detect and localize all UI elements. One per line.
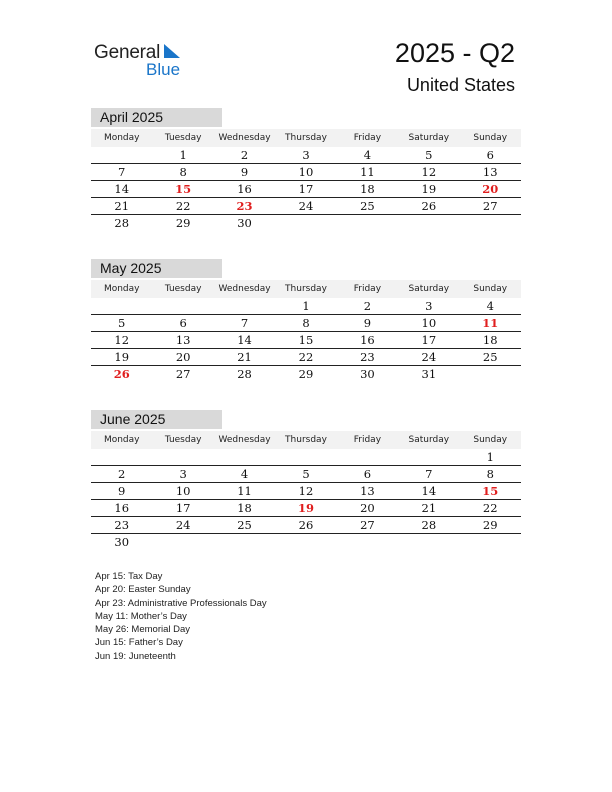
month-grid [91, 449, 521, 550]
holiday-note: May 26: Memorial Day [95, 624, 191, 636]
day-cell: 6 [363, 467, 372, 481]
day-cell: 7 [118, 165, 126, 179]
day-cell: 24 [421, 350, 437, 364]
brand-blue-text: Blue [146, 60, 181, 79]
holiday-day-cell: 11 [482, 316, 499, 330]
day-cell: 13 [175, 333, 191, 347]
day-cell: 17 [298, 182, 314, 196]
day-cell: 1 [486, 450, 494, 464]
day-cell: 18 [482, 333, 498, 347]
day-cell: 8 [179, 165, 187, 179]
day-cell: 30 [237, 216, 252, 230]
day-cell: 7 [425, 467, 433, 481]
day-cell: 13 [360, 484, 375, 498]
week-row [91, 349, 521, 366]
day-cell: 3 [302, 148, 310, 162]
holiday-day-cell: 26 [113, 367, 130, 381]
holiday-day-cell: 19 [297, 501, 314, 515]
day-cell: 1 [179, 148, 187, 162]
day-cell: 10 [421, 316, 437, 330]
holiday-day-cell: 20 [482, 182, 499, 196]
day-cell: 4 [363, 148, 372, 162]
country-label: United States [406, 75, 515, 95]
day-cell: 26 [421, 199, 437, 213]
day-cell: 18 [237, 501, 252, 515]
month-may [91, 259, 521, 382]
weekday-label: Saturday [408, 284, 450, 294]
day-cell [214, 534, 275, 550]
week-row [91, 332, 521, 349]
day-cell [460, 366, 521, 382]
month-june [91, 410, 521, 550]
weekday-label: Tuesday [164, 133, 202, 143]
day-cell: 1 [302, 299, 310, 313]
brand-flag-icon [164, 44, 180, 60]
day-cell [152, 298, 213, 314]
month-title: May 2025 [91, 259, 222, 278]
day-cell: 13 [482, 165, 498, 179]
weekday-label: Saturday [408, 133, 450, 143]
day-cell: 29 [298, 367, 314, 381]
day-cell: 28 [421, 518, 437, 532]
day-cell: 26 [298, 518, 314, 532]
brand-general-text: General [94, 42, 161, 63]
holiday-day-cell: 15 [482, 484, 499, 498]
day-cell: 5 [425, 148, 433, 162]
week-row [91, 517, 521, 534]
week-row [91, 298, 521, 315]
weekday-label: Monday [103, 435, 140, 445]
day-cell: 14 [114, 182, 130, 196]
day-cell [275, 449, 336, 465]
day-cell [275, 215, 336, 231]
day-cell: 3 [425, 299, 433, 313]
weekday-label: Sunday [473, 133, 508, 143]
week-row [91, 181, 521, 198]
day-cell: 11 [360, 165, 375, 179]
day-cell: 10 [175, 484, 191, 498]
day-cell: 19 [114, 350, 130, 364]
weekday-label: Monday [103, 284, 140, 294]
day-cell: 6 [179, 316, 187, 330]
day-cell [337, 449, 398, 465]
day-cell: 9 [240, 165, 249, 179]
day-cell: 6 [486, 148, 494, 162]
day-cell [460, 534, 521, 550]
day-cell [91, 147, 152, 163]
month-title: April 2025 [91, 108, 222, 127]
day-cell: 8 [486, 467, 494, 481]
day-cell: 15 [298, 333, 314, 347]
day-cell: 10 [298, 165, 314, 179]
day-cell: 21 [421, 501, 437, 515]
day-cell: 22 [298, 350, 314, 364]
holiday-note: Jun 15: Father’s Day [95, 637, 183, 649]
weekday-label: Thursday [285, 284, 327, 294]
day-cell: 16 [237, 182, 252, 196]
weekday-label: Monday [103, 133, 140, 143]
week-row [91, 466, 521, 483]
day-cell [91, 449, 152, 465]
page-title: 2025 - Q2 [394, 38, 515, 68]
week-row [91, 215, 521, 231]
day-cell [398, 215, 459, 231]
day-cell: 31 [421, 367, 437, 381]
day-cell: 2 [118, 467, 126, 481]
day-cell: 16 [360, 333, 375, 347]
weekday-header [91, 431, 521, 449]
day-cell: 9 [363, 316, 372, 330]
weekday-label: Sunday [473, 284, 508, 294]
weekday-label: Wednesday [218, 435, 271, 445]
day-cell [398, 449, 459, 465]
day-cell: 27 [482, 199, 498, 213]
weekday-header [91, 280, 521, 298]
holiday-note: Apr 15: Tax Day [95, 571, 163, 582]
day-cell: 29 [482, 518, 498, 532]
holiday-note: Apr 20: Easter Sunday [95, 584, 191, 596]
day-cell: 24 [298, 199, 314, 213]
month-title: June 2025 [91, 410, 222, 429]
day-cell [275, 534, 336, 550]
weekday-label: Tuesday [164, 284, 202, 294]
brand-logo [94, 42, 194, 78]
day-cell: 28 [114, 216, 130, 230]
day-cell: 25 [482, 350, 498, 364]
day-cell: 12 [298, 484, 314, 498]
day-cell: 27 [360, 518, 375, 532]
week-row [91, 198, 521, 215]
weekday-header [91, 129, 521, 147]
day-cell: 22 [175, 199, 191, 213]
day-cell: 27 [175, 367, 191, 381]
day-cell [214, 449, 275, 465]
weekday-label: Saturday [408, 435, 450, 445]
day-cell: 30 [114, 535, 130, 549]
week-row [91, 164, 521, 181]
week-row [91, 449, 521, 466]
day-cell: 14 [237, 333, 252, 347]
day-cell: 23 [360, 350, 375, 364]
month-grid [91, 147, 521, 231]
day-cell [398, 534, 459, 550]
holiday-notes [95, 570, 267, 663]
day-cell: 25 [360, 199, 375, 213]
day-cell: 2 [240, 148, 249, 162]
weekday-label: Thursday [285, 133, 327, 143]
week-row [91, 315, 521, 332]
day-cell: 17 [421, 333, 437, 347]
day-cell: 28 [237, 367, 252, 381]
day-cell [460, 215, 521, 231]
month-april [91, 108, 521, 231]
week-row [91, 500, 521, 517]
day-cell: 12 [114, 333, 130, 347]
day-cell: 5 [302, 467, 310, 481]
day-cell [152, 534, 213, 550]
holiday-note: Jun 19: Juneteenth [95, 650, 176, 662]
week-row [91, 366, 521, 382]
weekday-label: Thursday [285, 435, 327, 445]
day-cell: 17 [175, 501, 191, 515]
holiday-note: Apr 23: Administrative Professionals Day [95, 597, 267, 609]
day-cell: 5 [118, 316, 126, 330]
day-cell: 20 [360, 501, 375, 515]
day-cell: 30 [360, 367, 375, 381]
day-cell: 24 [175, 518, 191, 532]
day-cell: 11 [237, 484, 252, 498]
weekday-label: Friday [353, 435, 382, 445]
week-row [91, 483, 521, 500]
week-row [91, 147, 521, 164]
day-cell: 4 [240, 467, 249, 481]
day-cell: 3 [179, 467, 187, 481]
day-cell: 21 [114, 199, 130, 213]
holiday-note: May 11: Mother’s Day [95, 610, 187, 622]
day-cell [337, 215, 398, 231]
day-cell: 14 [421, 484, 437, 498]
weekday-label: Friday [353, 284, 382, 294]
day-cell: 8 [302, 316, 310, 330]
week-row [91, 534, 521, 550]
day-cell [152, 449, 213, 465]
day-cell: 29 [175, 216, 191, 230]
day-cell: 2 [363, 299, 372, 313]
holiday-day-cell: 15 [175, 182, 192, 196]
weekday-label: Friday [353, 133, 382, 143]
day-cell [214, 298, 275, 314]
weekday-label: Sunday [473, 435, 508, 445]
weekday-label: Wednesday [218, 133, 271, 143]
day-cell: 20 [175, 350, 191, 364]
day-cell [337, 534, 398, 550]
holiday-day-cell: 23 [236, 199, 253, 213]
month-grid [91, 298, 521, 382]
weekday-label: Tuesday [164, 435, 202, 445]
day-cell: 12 [421, 165, 437, 179]
day-cell: 23 [114, 518, 130, 532]
day-cell: 4 [486, 299, 494, 313]
day-cell: 22 [482, 501, 498, 515]
day-cell: 7 [240, 316, 249, 330]
day-cell: 16 [114, 501, 130, 515]
day-cell: 21 [237, 350, 252, 364]
day-cell: 18 [360, 182, 375, 196]
weekday-label: Wednesday [218, 284, 271, 294]
day-cell: 19 [421, 182, 437, 196]
day-cell: 25 [237, 518, 252, 532]
day-cell [91, 298, 152, 314]
day-cell: 9 [118, 484, 126, 498]
